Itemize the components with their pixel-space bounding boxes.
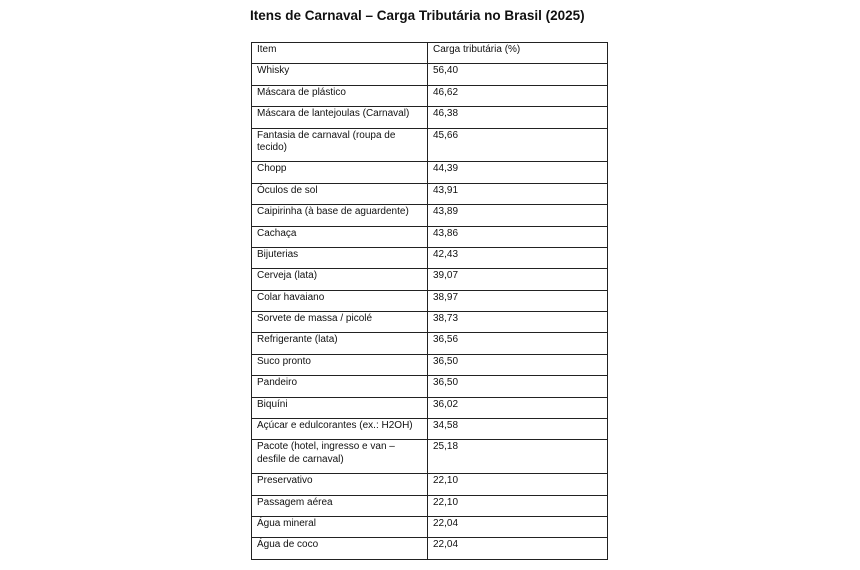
item-cell: Caipirinha (à base de aguardente)	[252, 205, 428, 226]
table-row	[252, 128, 608, 162]
table-row	[252, 226, 608, 247]
tax-cell: 42,43	[428, 247, 608, 268]
table-row	[252, 517, 608, 538]
tax-cell: 43,91	[428, 183, 608, 204]
table-row	[252, 440, 608, 474]
tax-cell: 36,50	[428, 376, 608, 397]
item-cell: Pandeiro	[252, 376, 428, 397]
tax-cell: 22,10	[428, 474, 608, 495]
tax-cell: 44,39	[428, 162, 608, 183]
tax-cell: 22,04	[428, 538, 608, 559]
tax-cell: 45,66	[428, 128, 608, 162]
table-row	[252, 333, 608, 354]
item-cell: Pacote (hotel, ingresso e van – desfile de carnaval)	[252, 440, 428, 474]
tax-cell: 36,50	[428, 354, 608, 375]
table-header-row	[252, 43, 608, 64]
table-row	[252, 107, 608, 128]
item-cell: Cerveja (lata)	[252, 269, 428, 290]
item-cell: Água de coco	[252, 538, 428, 559]
table-row	[252, 376, 608, 397]
item-cell: Sorvete de massa / picolé	[252, 312, 428, 333]
tax-cell: 39,07	[428, 269, 608, 290]
tax-cell: 56,40	[428, 64, 608, 85]
page-title: Itens de Carnaval – Carga Tributária no Brasil (2025)	[250, 8, 585, 23]
table-row	[252, 85, 608, 106]
tax-cell: 43,86	[428, 226, 608, 247]
item-cell: Cachaça	[252, 226, 428, 247]
column-header-tax: Carga tributária (%)	[428, 43, 608, 64]
table-row	[252, 205, 608, 226]
item-cell: Chopp	[252, 162, 428, 183]
item-cell: Refrigerante (lata)	[252, 333, 428, 354]
tax-cell: 25,18	[428, 440, 608, 474]
table-row	[252, 269, 608, 290]
tax-cell: 22,04	[428, 517, 608, 538]
item-cell: Máscara de plástico	[252, 85, 428, 106]
table-row	[252, 419, 608, 440]
tax-table	[251, 42, 608, 560]
table-row	[252, 162, 608, 183]
item-cell: Biquíni	[252, 397, 428, 418]
table-row	[252, 290, 608, 311]
table-row	[252, 64, 608, 85]
table-row	[252, 397, 608, 418]
tax-cell: 38,97	[428, 290, 608, 311]
column-header-item: Item	[252, 43, 428, 64]
tax-cell: 43,89	[428, 205, 608, 226]
item-cell: Fantasia de carnaval (roupa de tecido)	[252, 128, 428, 162]
table-row	[252, 495, 608, 516]
table-row	[252, 538, 608, 559]
item-cell: Passagem aérea	[252, 495, 428, 516]
table-row	[252, 183, 608, 204]
item-cell: Óculos de sol	[252, 183, 428, 204]
item-cell: Açúcar e edulcorantes (ex.: H2OH)	[252, 419, 428, 440]
item-cell: Suco pronto	[252, 354, 428, 375]
tax-cell: 46,62	[428, 85, 608, 106]
item-cell: Bijuterias	[252, 247, 428, 268]
item-cell: Máscara de lantejoulas (Carnaval)	[252, 107, 428, 128]
tax-cell: 22,10	[428, 495, 608, 516]
table-row	[252, 354, 608, 375]
tax-cell: 36,56	[428, 333, 608, 354]
tax-cell: 34,58	[428, 419, 608, 440]
table-row	[252, 312, 608, 333]
item-cell: Preservativo	[252, 474, 428, 495]
item-cell: Água mineral	[252, 517, 428, 538]
table-row	[252, 474, 608, 495]
tax-cell: 36,02	[428, 397, 608, 418]
table-row	[252, 247, 608, 268]
item-cell: Whisky	[252, 64, 428, 85]
tax-cell: 38,73	[428, 312, 608, 333]
tax-cell: 46,38	[428, 107, 608, 128]
item-cell: Colar havaiano	[252, 290, 428, 311]
